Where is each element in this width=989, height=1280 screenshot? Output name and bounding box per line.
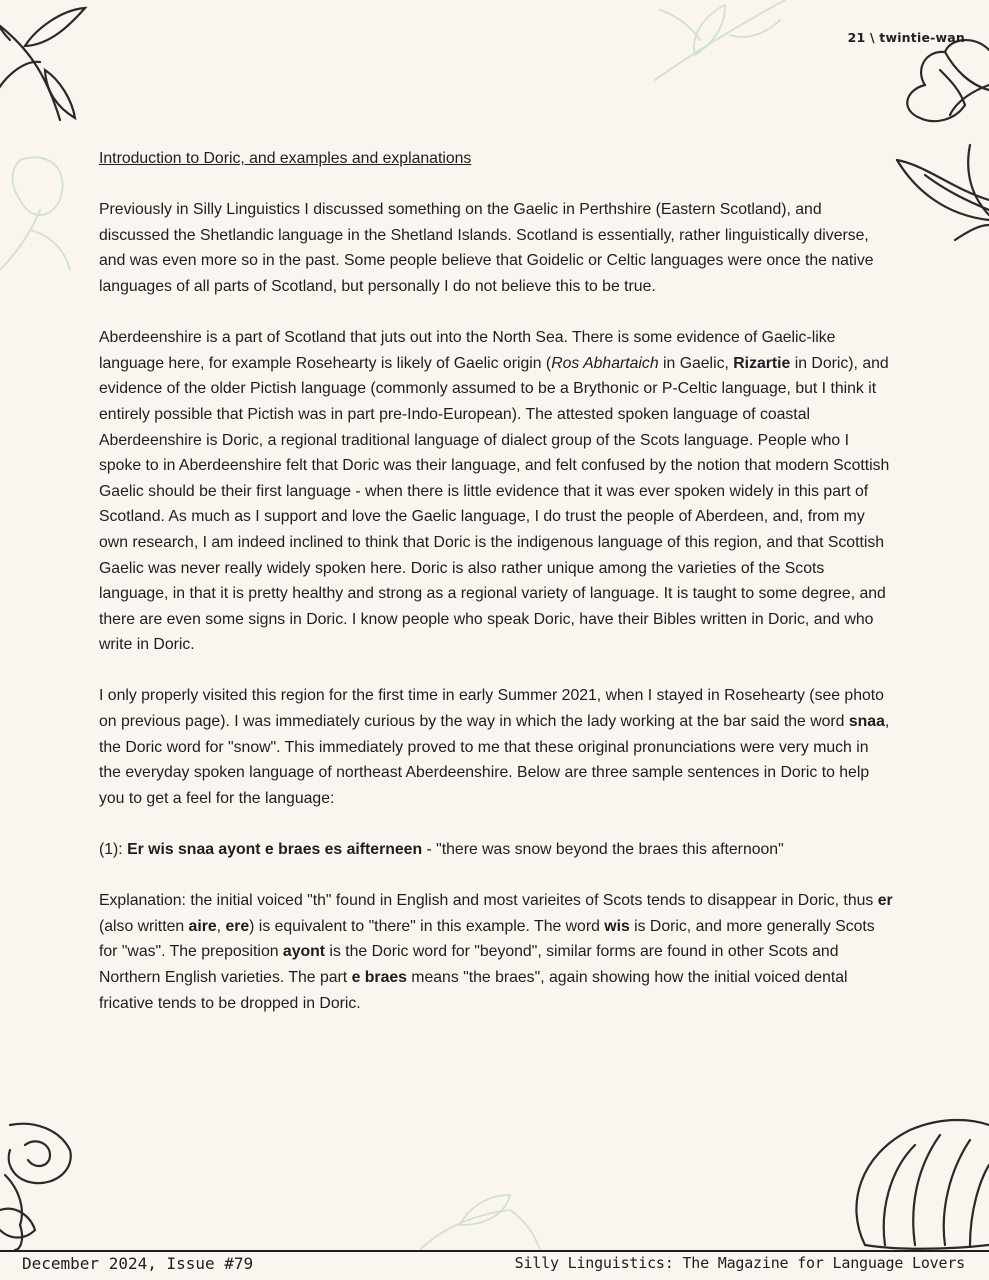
leaf-icon <box>410 1190 550 1250</box>
footer-divider <box>0 1250 989 1252</box>
text-span: , the Doric word for "snow". This immediately proved to me that these original pronunciations were very much in the everyday spoken language of northeast Aberdeenshire. Below are three sample sentences in Doric to help you to get a feel for the language: <box>99 713 890 807</box>
leaf-branch-icon <box>0 0 100 125</box>
example-sentence-1 <box>99 837 894 863</box>
text-span: means "the braes", again showing how the initial voiced dental fricative tends to be dropped in Doric. <box>99 969 848 1012</box>
doric-term: ayont <box>282 943 326 961</box>
doric-term: ere <box>225 917 250 935</box>
text-span: I only properly visited this region for the first time in early Summer 2021, when I stayed in Rosehearty (see photo on previous page). I was immediately curious by the way in which the lady working at the bar said the word <box>99 687 884 731</box>
doric-term: snaa <box>848 713 885 731</box>
rose-icon <box>0 1115 85 1250</box>
tulip-icon <box>0 150 90 280</box>
paragraph-1: Previously in Silly Linguistics I discussed something on the Gaelic in Perthshire (Eastern Scotland), and discussed the Shetlandic language in the Shetland Islands. Scotland is essentially, rather linguistically diverse, and was even more so in the past. Some people believe that Goidelic or Celtic languages were once the native languages of all parts of Scotland, but personally I do not believe this to be true. <box>99 201 874 295</box>
doric-term: er <box>877 892 893 910</box>
example-number: (1): <box>99 841 128 859</box>
text-span: Aberdeenshire is a part of Scotland that juts out into the North Sea. There is some evidence of Gaelic-like language here, for example Rosehearty is likely of Gaelic origin ( <box>99 329 836 372</box>
leaf-icon <box>895 140 989 245</box>
article-heading: Introduction to Doric, and examples and explanations <box>99 150 472 167</box>
leaf-branch-icon <box>650 0 790 85</box>
doric-term: Rizartie <box>733 354 791 372</box>
doric-term: aire <box>188 917 217 935</box>
shell-icon <box>845 1110 989 1250</box>
text-span: is Doric, and more generally Scots for "was". The preposition <box>99 917 875 961</box>
text-span: is the Doric word for "beyond", similar forms are found in other Scots and Northern English varieties. The part <box>99 943 839 986</box>
text-span: (also written <box>99 917 189 935</box>
paragraph-2 <box>99 325 894 658</box>
doric-sentence: Er wis snaa ayont e braes es aifterneen <box>127 841 423 859</box>
doric-term: e braes <box>351 969 407 986</box>
text-span: in Gaelic, <box>658 354 734 372</box>
text-span: , <box>216 917 226 935</box>
gaelic-term: Ros Abhartaich <box>551 354 659 372</box>
text-span: ) is equivalent to "there" in this example. The word <box>249 917 605 935</box>
text-span: Explanation: the initial voiced "th" found in English and most varieites of Scots tends to disappear in Doric, thus <box>99 892 878 910</box>
explanation-paragraph <box>99 888 894 1016</box>
doric-term: wis <box>604 917 630 935</box>
footer-magazine-title: Silly Linguistics: The Magazine for Language Lovers <box>514 1254 965 1272</box>
text-span: in Doric), and evidence of the older Pictish language (commonly assumed to be a Brythonic or P-Celtic language, but I think it entirely possible that Pictish was in part pre-Indo-European). The attested spoken language of coastal Aberdeenshire is Doric, a regional traditional language of dialect group of the Scots language. People who I spoke to in Aberdeenshire felt that Doric was their language, and felt confused by the notion that modern Scottish Gaelic should be their first language - when there is little evidence that it was ever spoken widely in this part of Scotland. As much as I support and love the Gaelic language, I do trust the people of Aberdeen, and, from my own research, I am indeed inclined to think that Doric is the indigenous language of this region, and that Scottish Gaelic was never really widely spoken here. Doric is also rather unique among the varieties of the Scots language, in that it is pretty healthy and strong as a regional variety of language. It is taught to some degree, and there are even some signs in Doric. I know people who speak Doric, have their Bibles written in Doric, and who write in Doric. <box>99 354 890 654</box>
article-body <box>99 146 894 1042</box>
footer-issue: December 2024, Issue #79 <box>22 1254 254 1273</box>
paragraph-3 <box>99 683 894 811</box>
page-number: 21 \ twintie-wan <box>847 30 965 45</box>
translation: - "there was snow beyond the braes this afternoon" <box>422 841 784 859</box>
